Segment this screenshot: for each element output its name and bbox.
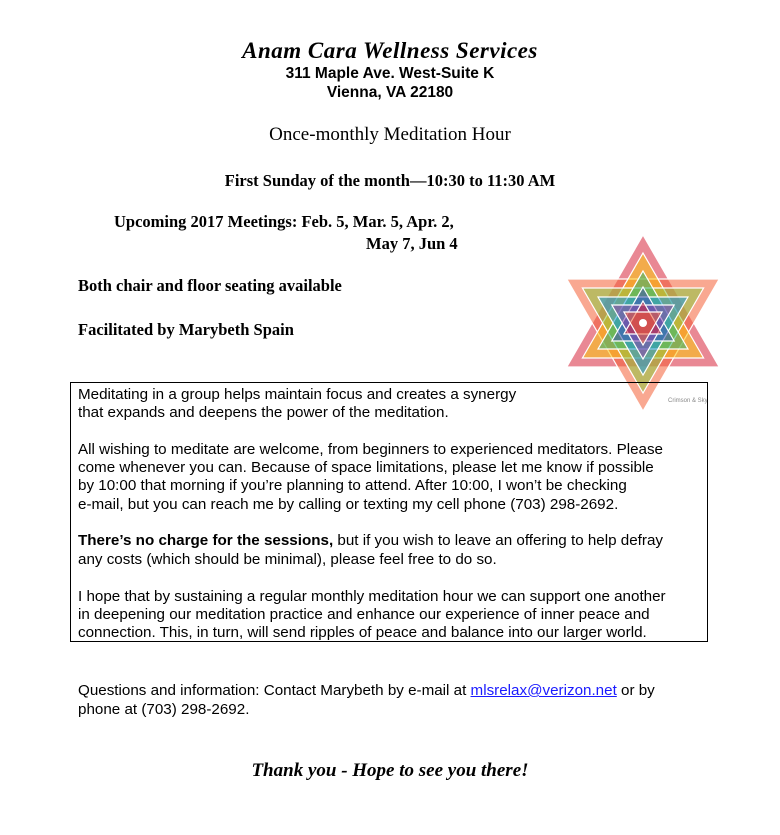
para3-bold: There’s no charge for the sessions, [78,532,334,549]
contact-prefix: Questions and information: Contact Marybeth by e-mail at [78,682,471,699]
address-line-1: 311 Maple Ave. West-Suite K [285,65,495,82]
org-name: Anam Cara Wellness Services [242,38,538,63]
para3-line2: any costs (which should be minimal), please feel free to do so. [78,551,497,568]
para2-line3: by 10:00 that morning if you’re planning to attend. After 10:00, I won’t be checking [78,477,627,494]
contact-phone-line: phone at (703) 298-2692. [78,700,250,718]
yantra-center-dot [639,319,647,327]
para4-line3: connection. This, in turn, will send ripples of peace and balance into our larger world. [78,624,647,641]
address-line-2: Vienna, VA 22180 [326,84,454,101]
para4-line1: I hope that by sustaining a regular monthly meditation hour we can support one another [78,588,666,605]
event-title: Once-monthly Meditation Hour [269,124,511,145]
meetings-line-1: Upcoming 2017 Meetings: Feb. 5, Mar. 5, Apr. 2, [114,212,454,231]
seating-info: Both chair and floor seating available [78,276,342,295]
meetings-line-2: May 7, Jun 4 [366,234,458,253]
para2-line1: All wishing to meditate are welcome, from beginners to experienced meditators. Please [78,441,664,458]
event-schedule: First Sunday of the month—10:30 to 11:30 AM [224,171,556,190]
para3-line1 [78,532,663,551]
facilitator-info: Facilitated by Marybeth Spain [78,320,294,339]
contact-info [78,682,718,719]
para1-line2: that expands and deepens the power of the meditation. [78,404,449,421]
email-link[interactable]: mlsrelax@verizon.net [470,682,617,699]
para3-rest: but if you wish to leave an offering to help defray [333,532,664,549]
closing-message: Thank you - Hope to see you there! [251,760,529,781]
para1-line1: Meditating in a group helps maintain focus and creates a synergy [78,386,517,403]
contact-suffix: or by [616,682,655,699]
para2-line2: come whenever you can. Because of space limitations, please let me know if possible [78,459,654,476]
artwork-caption: Crimson & Sky [668,398,708,404]
para4-line2: in deepening our meditation practice and enhance our experience of inner peace and [78,606,650,623]
para2-line4: e-mail, but you can reach me by calling or texting my cell phone (703) 298-2692. [78,496,619,513]
